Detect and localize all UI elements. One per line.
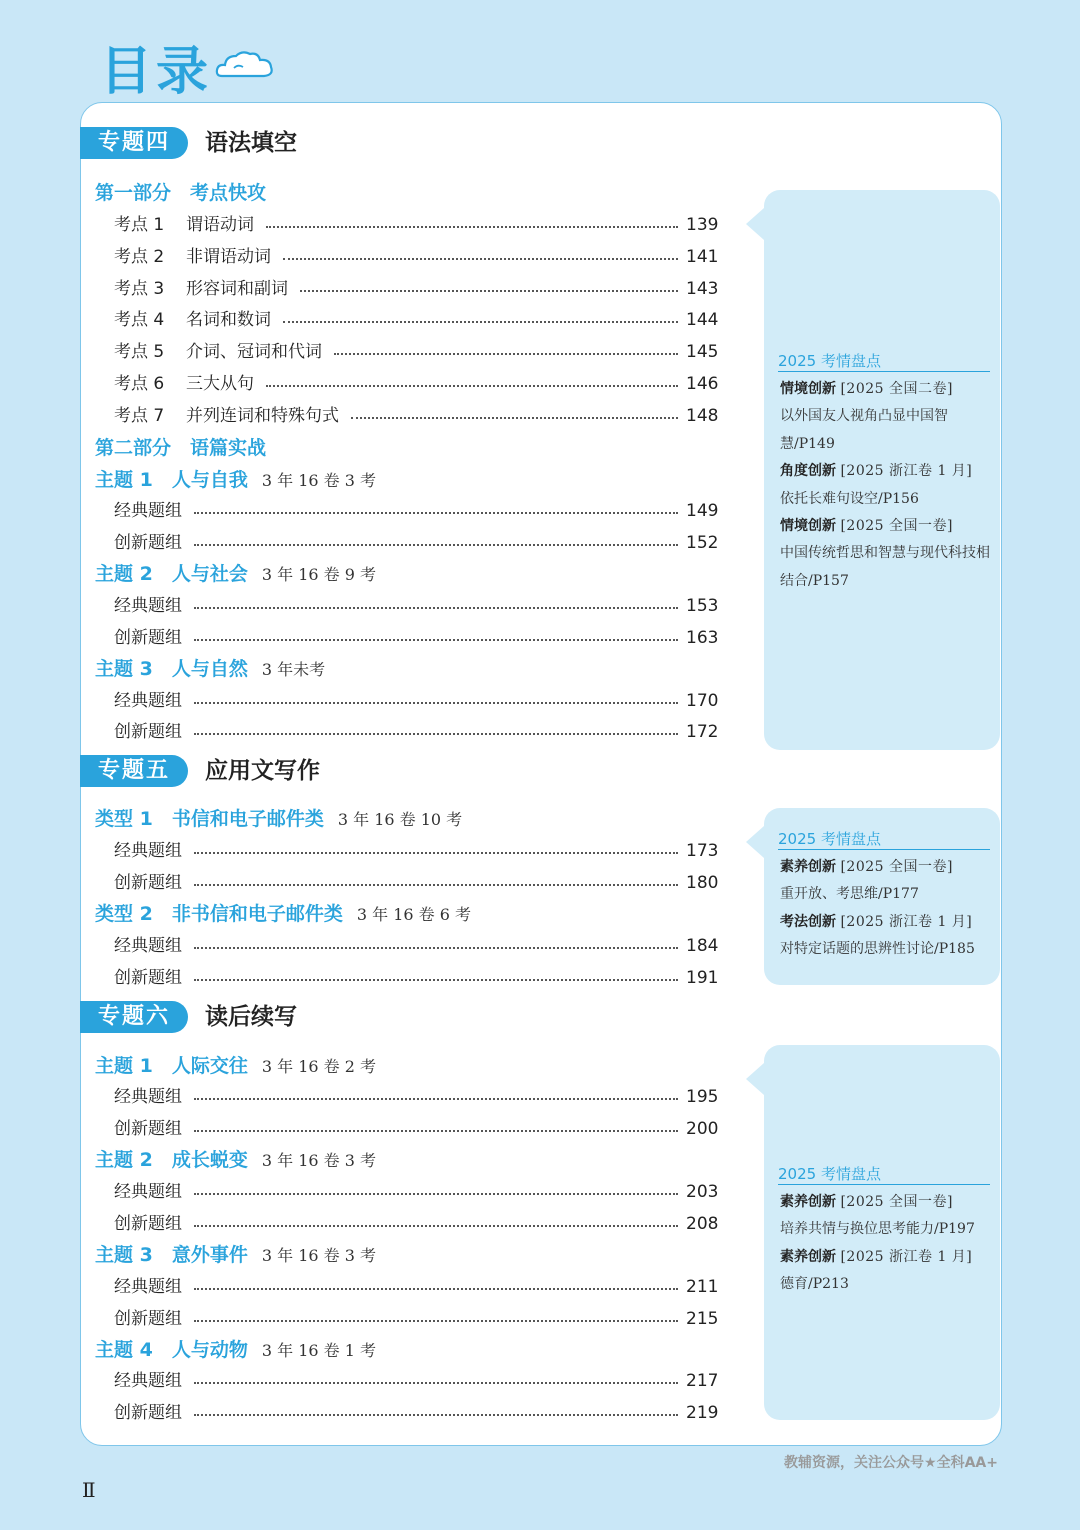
page-number: 219 [686,1403,719,1423]
toc-entry[interactable] [114,498,718,524]
footer-note: 教辅资源，关注公众号★全科AA+ [784,1455,998,1471]
page-number: 180 [686,873,719,893]
leader-dots [194,947,678,949]
page-number: 184 [686,936,719,956]
leader-dots [351,417,678,419]
card-title: 2025 考情盘点 [778,1165,990,1185]
card-source: [2025 全国一卷] [840,859,953,875]
entry-number: 考点 1 [114,215,165,235]
toc-entry[interactable] [114,719,718,745]
toc-entry[interactable] [114,593,718,619]
leader-dots [334,353,678,355]
theme-heading [95,1053,376,1080]
card-source: [2025 全国一卷] [840,518,953,535]
card-body [780,1189,996,1299]
entry-title: 名词和数词 [186,310,271,330]
section-title: 读后续写 [205,1004,297,1030]
entry-number: 考点 7 [114,406,165,426]
card-source: [2025 浙江卷 1 月] [840,913,973,930]
page-number: 191 [686,968,719,988]
toc-entry[interactable] [114,1116,718,1142]
card-source: [2025 全国二卷] [840,381,953,397]
page-number: 149 [686,501,719,521]
page-number: 208 [686,1214,719,1234]
entry-number: 考点 6 [114,374,165,394]
entry-title: 三大从句 [186,374,254,394]
toc-entry[interactable] [114,339,718,365]
page-number: 203 [686,1182,719,1202]
toc-entry[interactable] [114,1306,718,1332]
exam-analysis-card-s5 [764,808,1000,985]
toc-entry[interactable] [114,307,718,333]
entry-number: 考点 5 [114,342,165,362]
leader-dots [194,852,678,854]
card-text: 依托长难句设空/P156 [780,490,919,507]
theme-meta: 3 年 16 卷 1 考 [261,1341,376,1360]
leader-dots [194,1098,678,1100]
theme-label: 主题 4 人与动物 [95,1339,248,1361]
entry-title: 创新题组 [114,533,182,553]
card-tag: 素养创新 [780,859,836,875]
toc-entry[interactable] [114,838,718,864]
page-number: 144 [686,310,719,330]
section-title: 语法填空 [205,130,297,156]
leader-dots [194,884,678,886]
entry-title: 创新题组 [114,1309,182,1329]
page-number: 215 [686,1309,719,1329]
entry-title: 谓语动词 [186,215,254,235]
leader-dots [266,226,678,228]
theme-label: 主题 3 意外事件 [95,1244,248,1266]
theme-meta: 3 年未考 [261,660,326,679]
section-tab: 专题六 [80,1001,188,1033]
toc-entry[interactable] [114,965,718,991]
leader-dots [194,702,678,704]
toc-entry[interactable] [114,1368,718,1394]
page-number: 217 [686,1371,719,1391]
page-number: 152 [686,533,719,553]
type-label: 类型 1 书信和电子邮件类 [95,808,324,830]
toc-entry[interactable] [114,1400,718,1426]
entry-title: 介词、冠词和代词 [186,342,322,362]
page-number: 211 [686,1277,719,1297]
card-source: [2025 全国一卷] [840,1194,953,1210]
page-number: 145 [686,342,719,362]
theme-heading [95,1337,376,1364]
page-number: 170 [686,691,719,711]
toc-entry[interactable] [114,276,718,302]
card-tag: 素养创新 [780,1248,836,1265]
leader-dots [283,321,678,323]
card-body [780,854,996,964]
leader-dots [194,979,678,981]
toc-entry[interactable] [114,1211,718,1237]
entry-title: 经典题组 [114,1087,182,1107]
entry-title: 经典题组 [114,1371,182,1391]
theme-label: 主题 1 人际交往 [95,1055,248,1077]
exam-analysis-card-s4 [764,190,1000,750]
page-number: 173 [686,841,719,861]
section-title: 应用文写作 [205,758,320,784]
type-meta: 3 年 16 卷 6 考 [356,905,471,924]
leader-dots [194,1382,678,1384]
entry-title: 并列连词和特殊句式 [186,406,339,426]
theme-label: 主题 3 人与自然 [95,658,248,680]
leader-dots [194,639,678,641]
page-number: 163 [686,628,719,648]
entry-title: 创新题组 [114,722,182,742]
toc-entry[interactable] [114,1274,718,1300]
leader-dots [194,1288,678,1290]
exam-analysis-card-s6 [764,1045,1000,1420]
theme-heading [95,561,376,588]
card-tag: 情境创新 [780,518,836,535]
page-number: 148 [686,406,719,426]
leader-dots [266,385,678,387]
entry-title: 创新题组 [114,1403,182,1423]
entry-title: 非谓语动词 [186,247,271,267]
theme-heading [95,1147,376,1174]
entry-title: 经典题组 [114,936,182,956]
card-body [780,376,996,595]
theme-heading [95,1242,376,1269]
card-title: 2025 考情盘点 [778,830,990,850]
card-tag: 角度创新 [780,463,836,480]
card-text: 德育/P213 [780,1276,849,1293]
card-text: 中国传统哲思和智慧与现代科技相结合/P157 [780,545,990,589]
toc-entry[interactable] [114,1084,718,1110]
card-title: 2025 考情盘点 [778,352,990,372]
leader-dots [194,733,678,735]
entry-title: 经典题组 [114,691,182,711]
card-text: 重开放、考思维/P177 [780,886,919,903]
toc-entry[interactable] [114,1179,718,1205]
entry-title: 创新题组 [114,1214,182,1234]
cloud-icon [214,48,276,82]
toc-entry[interactable] [114,212,718,238]
theme-meta: 3 年 16 卷 3 考 [261,471,376,490]
part-heading: 第二部分 语篇实战 [95,437,267,459]
theme-meta: 3 年 16 卷 3 考 [261,1151,376,1170]
card-tag: 考法创新 [780,913,836,930]
page-number: 139 [686,215,719,235]
card-tag: 情境创新 [780,381,836,397]
page-number-footer: Ⅱ [82,1478,96,1502]
card-source: [2025 浙江卷 1 月] [840,1248,973,1265]
type-label: 类型 2 非书信和电子邮件类 [95,903,343,925]
page-number: 172 [686,722,719,742]
entry-number: 考点 4 [114,310,165,330]
theme-label: 主题 1 人与自我 [95,469,248,491]
type-heading [95,901,471,928]
card-text: 对特定话题的思辨性讨论/P185 [780,941,975,958]
theme-meta: 3 年 16 卷 2 考 [261,1057,376,1076]
card-text: 培养共情与换位思考能力/P197 [780,1221,975,1238]
theme-label: 主题 2 人与社会 [95,563,248,585]
page-number: 143 [686,279,719,299]
toc-entry[interactable] [114,933,718,959]
card-tag: 素养创新 [780,1194,836,1210]
toc-entry[interactable] [114,403,718,429]
card-text: 以外国友人视角凸显中国智慧/P149 [780,408,948,452]
leader-dots [194,1225,678,1227]
leader-dots [300,290,678,292]
theme-heading [95,656,325,683]
entry-title: 经典题组 [114,501,182,521]
type-heading [95,806,462,833]
page-number: 153 [686,596,719,616]
toc-entry[interactable] [114,244,718,270]
toc-entry[interactable] [114,625,718,651]
entry-title: 经典题组 [114,1277,182,1297]
leader-dots [283,258,678,260]
entry-title: 形容词和副词 [186,279,288,299]
type-meta: 3 年 16 卷 10 考 [337,810,463,829]
section-tab: 专题五 [80,755,188,787]
leader-dots [194,607,678,609]
entry-number: 考点 3 [114,279,165,299]
page-number: 200 [686,1119,719,1139]
leader-dots [194,1193,678,1195]
leader-dots [194,1130,678,1132]
toc-entry[interactable] [114,870,718,896]
leader-dots [194,544,678,546]
card-source: [2025 浙江卷 1 月] [840,463,973,480]
entry-title: 经典题组 [114,1182,182,1202]
entry-title: 创新题组 [114,968,182,988]
page-number: 195 [686,1087,719,1107]
leader-dots [194,1320,678,1322]
part-heading: 第一部分 考点快攻 [95,182,267,204]
leader-dots [194,512,678,514]
entry-title: 经典题组 [114,841,182,861]
toc-entry[interactable] [114,688,718,714]
entry-title: 创新题组 [114,1119,182,1139]
page-title: 目录 [100,42,213,102]
theme-meta: 3 年 16 卷 9 考 [261,565,376,584]
theme-heading [95,467,376,494]
entry-title: 创新题组 [114,873,182,893]
theme-label: 主题 2 成长蜕变 [95,1149,248,1171]
toc-entry[interactable] [114,530,718,556]
page-number: 146 [686,374,719,394]
toc-entry[interactable] [114,371,718,397]
theme-meta: 3 年 16 卷 3 考 [261,1246,376,1265]
entry-number: 考点 2 [114,247,165,267]
entry-title: 经典题组 [114,596,182,616]
page-number: 141 [686,247,719,267]
entry-title: 创新题组 [114,628,182,648]
section-tab: 专题四 [80,127,188,159]
leader-dots [194,1414,678,1416]
